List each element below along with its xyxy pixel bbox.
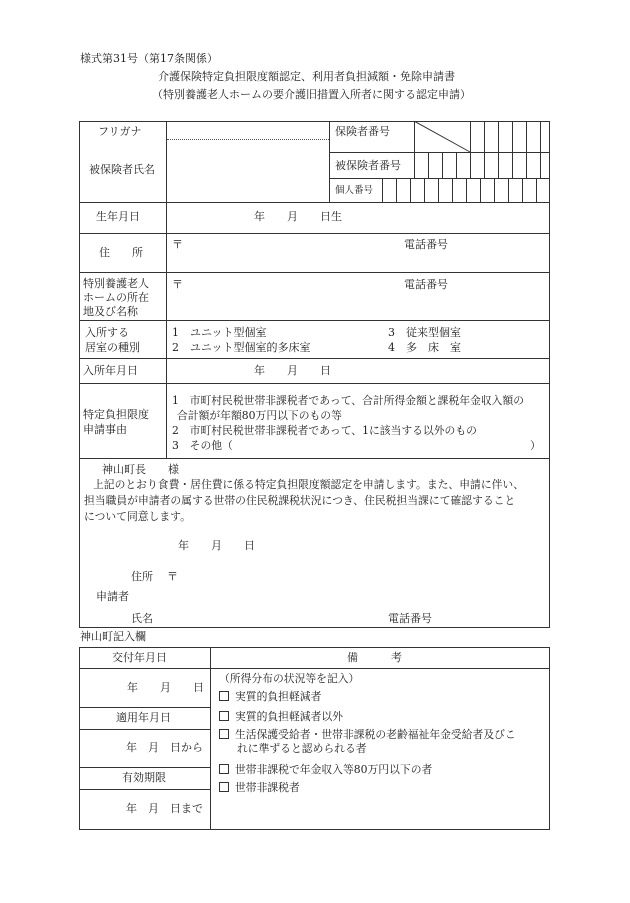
form-number: 様式第31号（第17条関係） bbox=[80, 52, 218, 65]
reason-label-line2: 申請事由 bbox=[83, 423, 127, 436]
checkbox-icon[interactable] bbox=[219, 764, 229, 774]
applicant-postal-mark: 〒 bbox=[167, 570, 178, 583]
facility-label-line2: ホームの所在 bbox=[83, 291, 149, 304]
name-label: 被保険者氏名 bbox=[89, 163, 155, 176]
birthdate-value[interactable]: 年 月 日生 bbox=[254, 210, 342, 223]
room-type-label-line1: 入所する bbox=[85, 326, 129, 339]
admission-date-value[interactable]: 年 月 日 bbox=[254, 364, 331, 377]
applicant-address-input[interactable] bbox=[182, 570, 482, 584]
notes-label: 備 考 bbox=[347, 651, 402, 664]
checkbox-row-low-pension[interactable] bbox=[219, 763, 432, 777]
insurer-number-grid[interactable] bbox=[470, 121, 550, 152]
checkbox-label: 世帯非課税で年金収入等80万円以下の者 bbox=[235, 763, 433, 776]
declaration-addressee: 神山町長 様 bbox=[102, 463, 179, 476]
facility-postal-mark: 〒 bbox=[172, 278, 183, 291]
checkbox-icon[interactable] bbox=[219, 691, 229, 701]
furigana-label: フリガナ bbox=[98, 125, 142, 138]
declaration-text-line3: について同意します。 bbox=[84, 510, 191, 523]
address-input[interactable] bbox=[186, 246, 386, 262]
checkbox-row-substantial-reduction[interactable] bbox=[219, 690, 321, 704]
notes-intro: （所得分布の状況等を記入） bbox=[219, 672, 360, 685]
form-title: 介護保険特定負担限度額認定、利用者負担減額・免除申請書 bbox=[158, 70, 455, 83]
checkbox-label: 生活保護受給者・世帯非課税の老齢福祉年金受給者及びこ bbox=[235, 728, 516, 741]
facility-label-line3: 地及び名称 bbox=[83, 305, 138, 318]
applicant-name-label: 氏名 bbox=[131, 612, 153, 625]
room-type-label-line2: 居室の種別 bbox=[85, 341, 140, 354]
reason-option-2[interactable]: 2 市町村民税世帯非課税者であって、1に該当する以外のもの bbox=[172, 424, 477, 437]
checkbox-icon[interactable] bbox=[219, 782, 229, 792]
form-subtitle: （特別養護老人ホームの要介護旧措置入所者に関する認定申請） bbox=[152, 88, 471, 101]
valid-until-label: 有効期限 bbox=[122, 771, 166, 784]
issue-date-value[interactable]: 年 月 日 bbox=[127, 681, 204, 694]
insured-number-grid[interactable] bbox=[414, 152, 550, 178]
address-postal-mark: 〒 bbox=[172, 238, 183, 251]
insured-number-label: 被保険者番号 bbox=[335, 159, 401, 172]
applied-date-value[interactable]: 年 月 日から bbox=[126, 741, 203, 754]
personal-number-grid[interactable] bbox=[382, 178, 550, 202]
reason-option-1-continued: 合計額が年額80万円以下のもの等 bbox=[177, 409, 342, 422]
reason-option-1[interactable]: 1 市町村民税世帯非課税者であって、合計所得金額と課税年金収入額の bbox=[172, 394, 525, 407]
checkbox-label: 実質的負担軽減者以外 bbox=[235, 710, 343, 723]
room-option-unit-semi-private[interactable]: 2 ユニット型個室的多床室 bbox=[172, 341, 311, 354]
birthdate-label: 生年月日 bbox=[96, 210, 140, 223]
insurer-number-label: 保険者番号 bbox=[335, 125, 390, 138]
room-option-multi-bed[interactable]: 4 多 床 室 bbox=[388, 341, 461, 354]
personal-number-label: 個人番号 bbox=[335, 185, 374, 196]
applied-date-label: 適用年月日 bbox=[116, 711, 171, 724]
reason-label-line1: 特定負担限度 bbox=[83, 408, 149, 421]
checkbox-row-tax-exempt[interactable] bbox=[219, 781, 300, 795]
reason-other-close-paren: ） bbox=[530, 439, 541, 452]
declaration-date[interactable]: 年 月 日 bbox=[178, 539, 255, 552]
facility-phone-label: 電話番号 bbox=[404, 278, 448, 291]
reason-option-3[interactable]: 3 その他（ bbox=[172, 439, 233, 452]
declaration-text-line1: 上記のとおり食費・居住費に係る特定負担限度額認定を申請します。また、申請に伴い、 bbox=[93, 478, 525, 491]
checkbox-icon[interactable] bbox=[219, 711, 229, 721]
checkbox-label: 世帯非課税者 bbox=[235, 781, 300, 794]
checkbox-row-welfare-recipient[interactable] bbox=[219, 728, 516, 742]
checkbox-icon[interactable] bbox=[219, 729, 229, 739]
office-section-title: 神山町記入欄 bbox=[80, 630, 146, 643]
applicant-name-input[interactable] bbox=[162, 612, 382, 626]
checkbox-row-non-substantial-reduction[interactable] bbox=[219, 710, 343, 724]
issue-date-label: 交付年月日 bbox=[112, 651, 167, 664]
valid-until-value[interactable]: 年 月 日まで bbox=[126, 802, 203, 815]
room-option-conventional-private[interactable]: 3 従来型個室 bbox=[388, 326, 461, 339]
applicant-phone-label: 電話番号 bbox=[388, 612, 432, 625]
declaration-text-line2: 担当職員が申請者の属する世帯の住民税課税状況につき、住民税担当課にて確認すること bbox=[84, 494, 516, 507]
furigana-input[interactable] bbox=[172, 124, 322, 138]
insurer-number-diagonal bbox=[414, 121, 471, 153]
checkbox-label: 実質的負担軽減者 bbox=[235, 690, 322, 703]
checkbox-label-continued: れに準ずると認められる者 bbox=[237, 742, 367, 755]
room-option-unit-private[interactable]: 1 ユニット型個室 bbox=[172, 326, 267, 339]
reason-other-input[interactable] bbox=[236, 439, 526, 453]
address-label: 住 所 bbox=[99, 246, 143, 259]
admission-date-label: 入所年月日 bbox=[83, 364, 138, 377]
applicant-address-label: 住所 bbox=[131, 570, 153, 583]
name-input[interactable] bbox=[172, 150, 322, 190]
applicant-label: 申請者 bbox=[96, 590, 129, 603]
facility-label-line1: 特別養護老人 bbox=[83, 277, 149, 290]
facility-input[interactable] bbox=[186, 292, 386, 308]
address-phone-label: 電話番号 bbox=[404, 238, 448, 251]
